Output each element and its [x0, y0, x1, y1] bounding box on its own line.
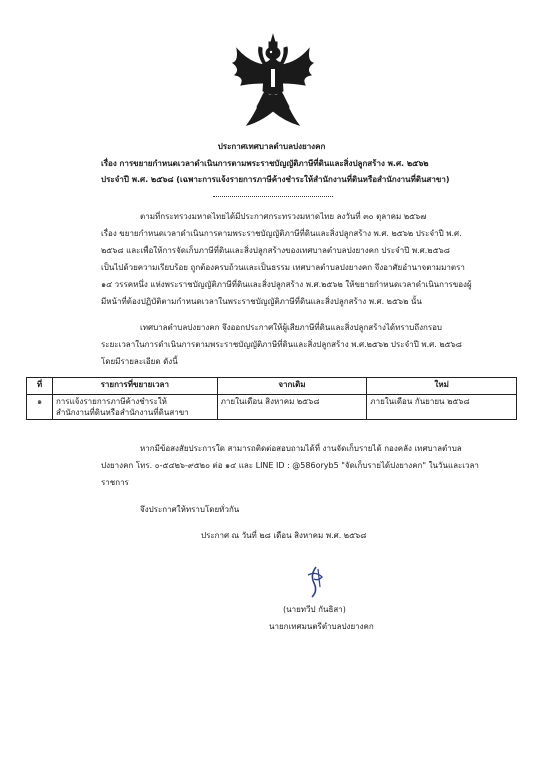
contact-line: หากมีข้อสงสัยประการใด สามารถติดต่อสอบถามได้ที่ งานจัดเก็บรายได้ กองคลัง เทศบาลตำบล: [140, 444, 462, 453]
row-item-line: การแจ้งรายการภาษีค้างชำระให้: [55, 397, 167, 406]
contact-line: ปงยางคก โทร. ๐-๕๔๒๖-๙๕๒๐ ต่อ ๑๔ และ LINE ID : @586oryb5 "จัดเก็บรายได้ปงยางคก" ในวันและเวลา: [101, 461, 479, 470]
separator-dots: [213, 196, 333, 197]
body-line: ระยะเวลาในการดำเนินการตามพระราชบัญญัติภาษีที่ดินและสิ่งปลูกสร้าง พ.ศ.๒๕๖๒ ประจำปี พ.ศ. ๒๕๖๘: [101, 340, 462, 349]
row-number: ๑: [27, 395, 53, 420]
col-header-no: ที่: [27, 378, 53, 395]
organization-heading: ประกาศเทศบาลตำบลปงยางคก: [217, 142, 326, 151]
garuda-emblem-icon: [227, 33, 319, 129]
body-line: ๒๕๖๘ และเพื่อให้การจัดเก็บภาษีที่ดินและสิ่งปลูกสร้างของเทศบาลตำบลปงยางคก ประจำปี พ.ศ.๒๕๖๘: [101, 246, 450, 255]
col-header-item: รายการที่ขยายเวลา: [52, 378, 217, 395]
row-from: ภายในเดือน สิงหาคม ๒๕๖๘: [217, 395, 367, 420]
row-item: [52, 395, 217, 420]
signer-title: นายกเทศมนตรีตำบลปงยางคก: [269, 622, 374, 631]
signature-mark: [296, 565, 336, 599]
subject-line-1: เรื่อง การขยายกำหนดเวลาดำเนินการตามพระราชบัญญัติภาษีที่ดินและสิ่งปลูกสร้าง พ.ศ. ๒๕๖๒: [101, 159, 429, 168]
date-line: ประกาศ ณ วันที่ ๒๘ เดือน สิงหาคม พ.ศ. ๒๕๖๘: [201, 531, 367, 540]
col-header-to: ใหม่: [367, 378, 517, 395]
subject-line-2: ประจำปี พ.ศ. ๒๕๖๘ (เฉพาะการแจ้งรายการภาษีค้างชำระให้สำนักงานที่ดินหรือสำนักงานที่ดินสาขา): [101, 175, 450, 184]
contact-line: ราชการ: [101, 478, 129, 487]
table-row: [27, 395, 517, 420]
body-line: เรื่อง ขยายกำหนดเวลาดำเนินการตามพระราชบัญญัติภาษีที่ดินและสิ่งปลูกสร้าง พ.ศ. ๒๕๖๒ ประจำปี พ.ศ.: [101, 229, 462, 238]
body-line: โดยมีรายละเอียด ดังนี้: [101, 357, 178, 366]
body-line: เทศบาลตำบลปงยางคก จึงออกประกาศให้ผู้เสียภาษีที่ดินและสิ่งปลูกสร้างได้ทราบถึงกรอบ: [140, 323, 442, 332]
body-line: มีหน้าที่ต้องปฏิบัติตามกำหนดเวลาในพระราชบัญญัติภาษีที่ดินและสิ่งปลูกสร้าง พ.ศ. ๒๕๖๒ นั้น: [101, 297, 422, 306]
signer-name: (นายทวีป กันธิสา): [283, 605, 346, 614]
body-line: ตามที่กระทรวงมหาดไทยได้มีประกาศกระทรวงมหาดไทย ลงวันที่ ๓๐ ตุลาคม ๒๕๖๗: [140, 212, 427, 221]
body-line: เป็นไปด้วยความเรียบร้อย ถูกต้องครบถ้วนและเป็นธรรม เทศบาลตำบลปงยางคก จึงอาศัยอำนาจตามมาตรา: [101, 263, 465, 272]
body-line: ๑๔ วรรคหนึ่ง แห่งพระราชบัญญัติภาษีที่ดินและสิ่งปลูกสร้าง พ.ศ.๒๕๖๒ ให้ขยายกำหนดเวลาดำเนินการของผู้: [101, 280, 472, 289]
row-to: ภายในเดือน กันยายน ๒๕๖๘: [367, 395, 517, 420]
schedule-table: [26, 377, 517, 420]
row-item-line: สำนักงานที่ดินหรือสำนักงานที่ดินสาขา: [55, 408, 189, 417]
table-header-row: [27, 378, 517, 395]
closing-line: จึงประกาศให้ทราบโดยทั่วกัน: [140, 505, 240, 514]
col-header-from: จากเดิม: [217, 378, 367, 395]
